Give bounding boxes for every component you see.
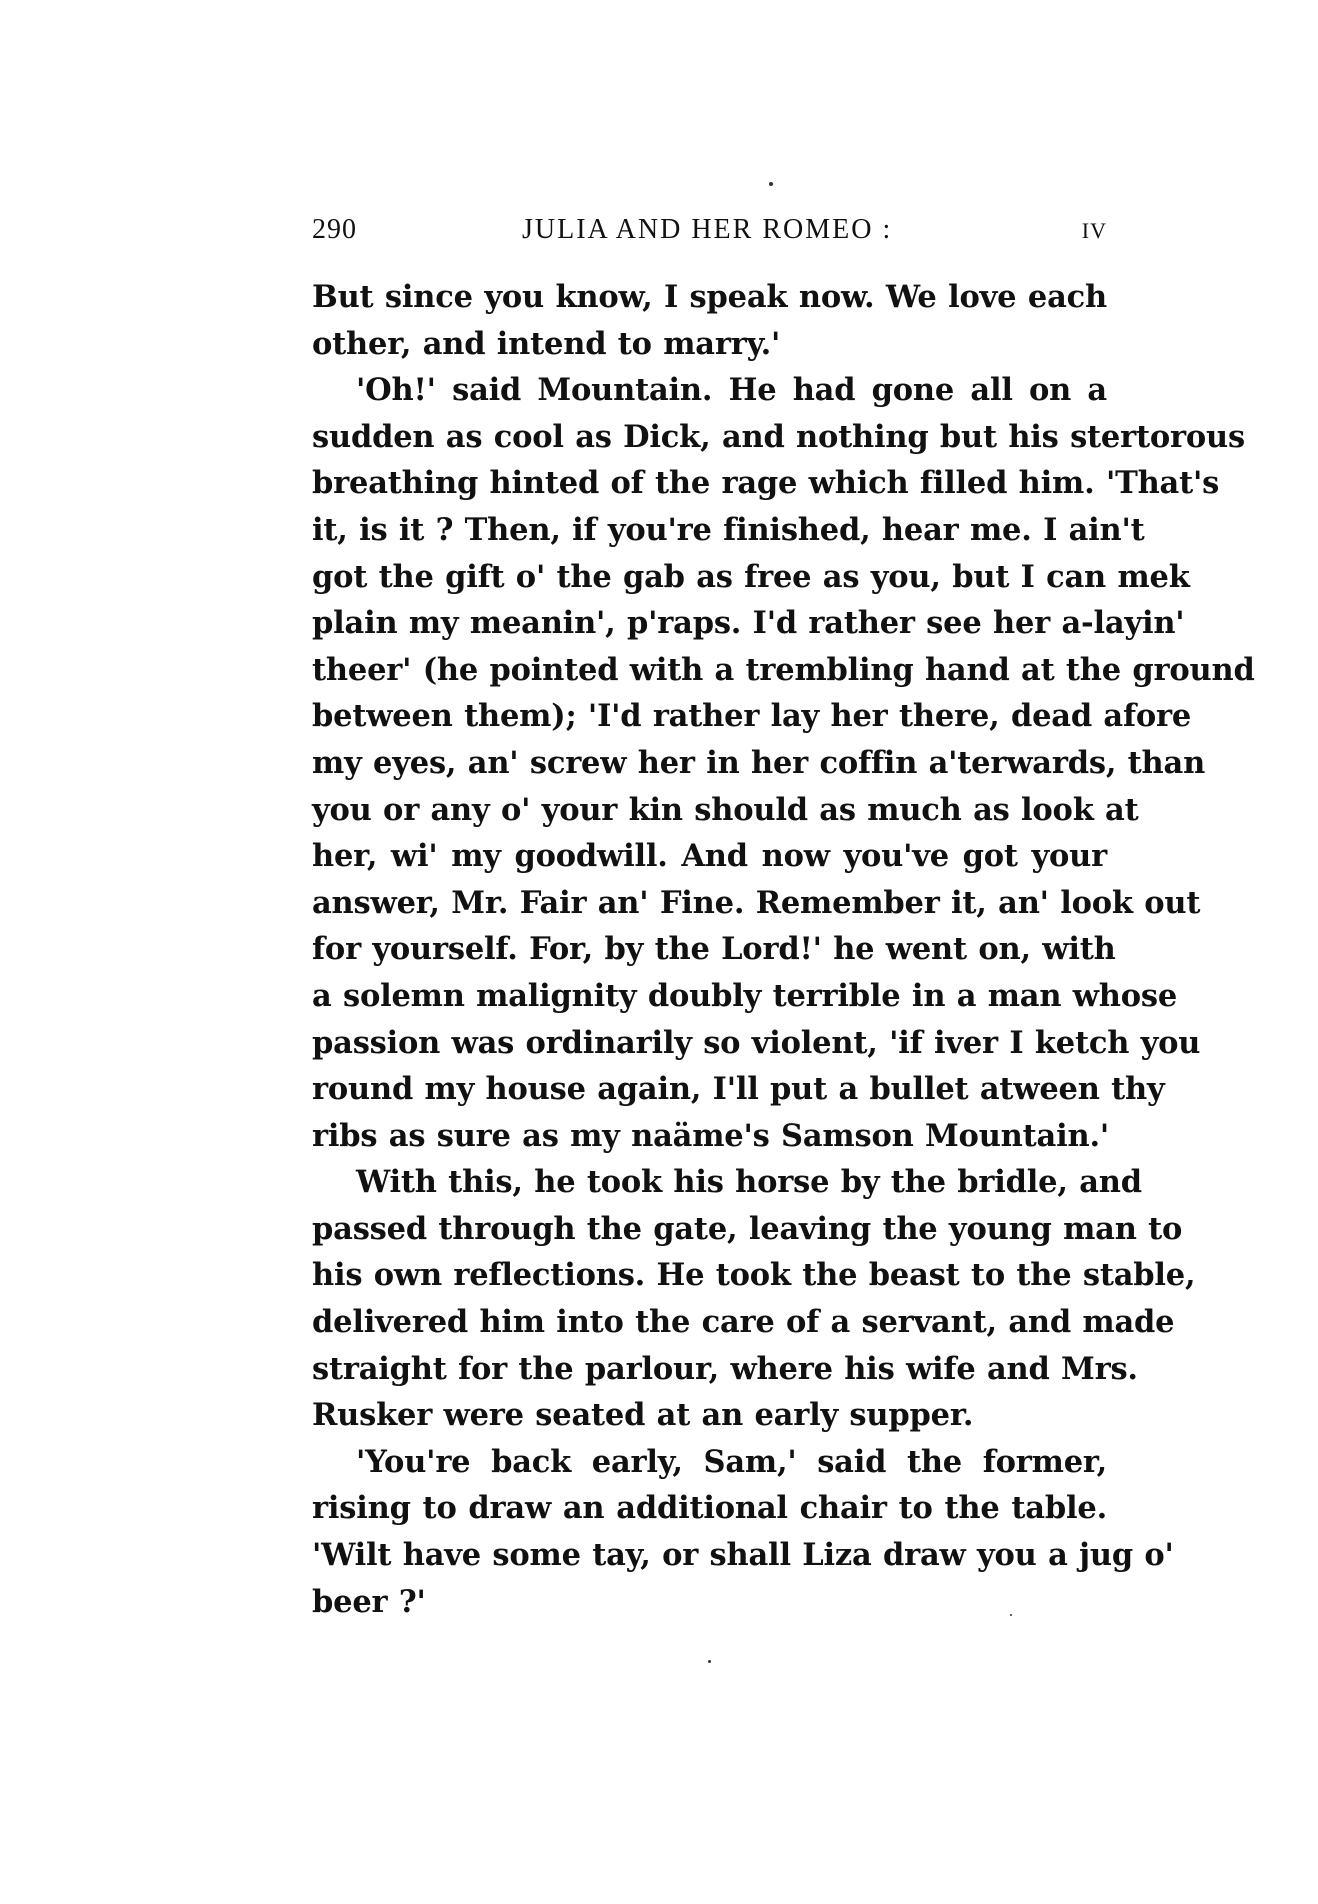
text-line: passed through the gate, leaving the young man to <box>312 1210 1183 1247</box>
text-line: But since you know, I speak now. We love each <box>312 279 1107 315</box>
text-line: 'Oh!' said Mountain. He had gone all on a <box>356 372 1107 409</box>
text-line: a solemn malignity doubly terrible in a man whose <box>312 977 1178 1014</box>
text-line: other, and intend to marry.' <box>312 325 781 362</box>
text-line: With this, he took his horse by the bridle, and <box>356 1164 1142 1201</box>
text-line: for yourself. For, by the Lord!' he went on, with <box>312 931 1116 968</box>
text-line: her, wi' my goodwill. And now you've got your <box>312 838 1107 875</box>
text-line: his own reflections. He took the beast to the stable, <box>312 1257 1196 1294</box>
text-line: it, is it ? Then, if you're finished, hear me. I ain't <box>312 511 1145 548</box>
text-line: between them); 'I'd rather lay her there, dead afore <box>312 698 1192 735</box>
text-line: plain my meanin', p'raps. I'd rather see her a-layin' <box>312 605 1185 642</box>
text-line: 'Wilt have some tay, or shall Liza draw you a jug o' <box>312 1537 1174 1574</box>
text-line: passion was ordinarily so violent, 'if iver I ketch you <box>312 1024 1201 1061</box>
text-line: sudden as cool as Dick, and nothing but his stertorous <box>312 418 1245 455</box>
chapter-numeral: IV <box>1081 218 1107 243</box>
text-line: got the gift o' the gab as free as you, but I can mek <box>312 558 1190 595</box>
ink-speck <box>708 1660 711 1663</box>
text-line: answer, Mr. Fair an' Fine. Remember it, an' look out <box>312 884 1201 921</box>
text-line: beer ?' <box>312 1583 426 1620</box>
ink-speck <box>769 182 773 186</box>
text-line: theer' (he pointed with a trembling hand at the ground <box>312 651 1255 688</box>
text-line: delivered him into the care of a servant, and made <box>312 1304 1175 1341</box>
running-title: JULIA AND HER ROMEO : <box>522 214 893 245</box>
text-line: 'You're back early, Sam,' said the former, <box>356 1443 1107 1480</box>
text-line: rising to draw an additional chair to the table. <box>312 1490 1107 1527</box>
page-header <box>312 214 1107 254</box>
ink-speck <box>1010 1614 1012 1616</box>
text-line: you or any o' your kin should as much as look at <box>312 791 1139 828</box>
text-line: breathing hinted of the rage which filled him. 'That's <box>312 465 1220 502</box>
body-text <box>312 274 1255 1625</box>
text-line: round my house again, I'll put a bullet atween thy <box>312 1071 1165 1108</box>
text-line: straight for the parlour, where his wife and Mrs. <box>312 1350 1138 1387</box>
text-line: Rusker were seated at an early supper. <box>312 1397 974 1434</box>
page-number: 290 <box>312 214 357 245</box>
text-line: ribs as sure as my naäme's Samson Mountain.' <box>312 1117 1110 1154</box>
text-line: my eyes, an' screw her in her coffin a'terwards, than <box>312 744 1206 781</box>
